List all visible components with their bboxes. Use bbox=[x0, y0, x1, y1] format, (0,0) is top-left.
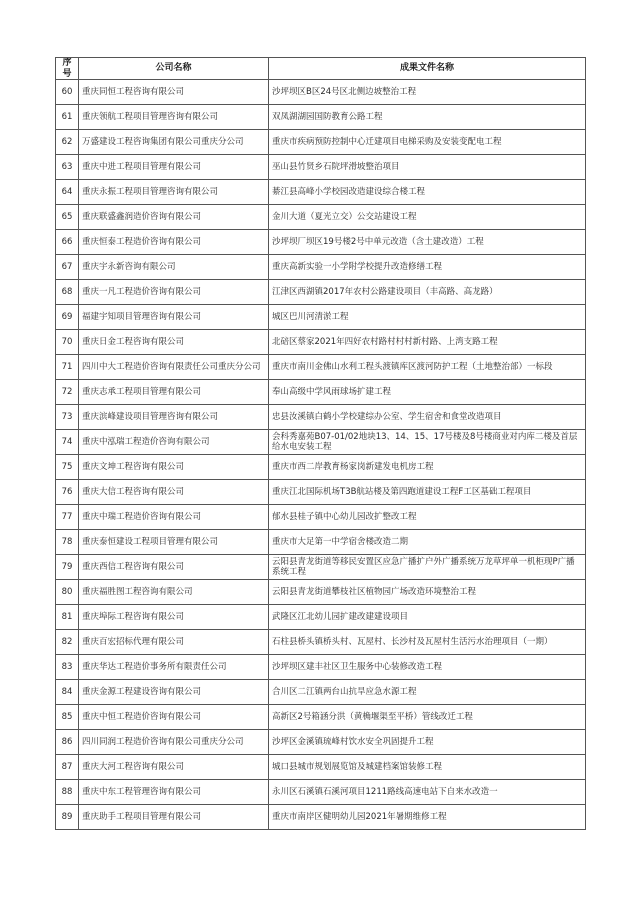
company-name: 重庆文坤工程咨询有限公司 bbox=[79, 455, 269, 480]
table-row bbox=[56, 555, 586, 580]
table-row bbox=[56, 705, 586, 730]
table-row bbox=[56, 205, 586, 230]
row-number: 70 bbox=[56, 330, 79, 355]
table-row bbox=[56, 130, 586, 155]
company-name: 重庆大河工程咨询有限公司 bbox=[79, 755, 269, 780]
table-row bbox=[56, 230, 586, 255]
table-row bbox=[56, 305, 586, 330]
table-row bbox=[56, 755, 586, 780]
deliverable-name: 云阳县青龙街道等移民安置区应急广播扩户外广播系统万龙草坪单一机柜现P广播系统工程 bbox=[269, 555, 586, 580]
row-number: 76 bbox=[56, 480, 79, 505]
table-row bbox=[56, 430, 586, 455]
table-row bbox=[56, 80, 586, 105]
deliverable-name: 忠县汝溪镇白鹤小学校建综办公室、学生宿舍和食堂改造项目 bbox=[269, 405, 586, 430]
company-name: 重庆中瑞工程造价咨询有限公司 bbox=[79, 505, 269, 530]
row-number: 61 bbox=[56, 105, 79, 130]
row-number: 84 bbox=[56, 680, 79, 705]
company-name: 重庆一凡工程造价咨询有限公司 bbox=[79, 280, 269, 305]
table-row bbox=[56, 680, 586, 705]
deliverable-name: 石柱县桥头镇桥头村、瓦屋村、长沙村及瓦屋村生活污水治理项目（一期） bbox=[269, 630, 586, 655]
deliverable-name: 城口县城市规划展览馆及城建档案馆装修工程 bbox=[269, 755, 586, 780]
row-number: 66 bbox=[56, 230, 79, 255]
row-number: 65 bbox=[56, 205, 79, 230]
row-number: 87 bbox=[56, 755, 79, 780]
company-name: 重庆中泓瑞工程造价咨询有限公司 bbox=[79, 430, 269, 455]
row-number: 74 bbox=[56, 430, 79, 455]
company-name: 重庆宇永新咨询有限公司 bbox=[79, 255, 269, 280]
table-row bbox=[56, 480, 586, 505]
deliverable-name: 重庆高新实验一小学附学校提升改造修缮工程 bbox=[269, 255, 586, 280]
row-number: 80 bbox=[56, 580, 79, 605]
deliverable-name: 郁水县桂子镇中心幼儿园改扩整改工程 bbox=[269, 505, 586, 530]
table-row bbox=[56, 330, 586, 355]
company-name: 重庆同恒工程咨询有限公司 bbox=[79, 80, 269, 105]
company-name: 重庆埠际工程咨询有限公司 bbox=[79, 605, 269, 630]
row-number: 72 bbox=[56, 380, 79, 405]
company-name: 重庆日金工程咨询有限公司 bbox=[79, 330, 269, 355]
deliverable-name: 沙坪坝厂坝区19号楼2号中单元改造（含土建改造）工程 bbox=[269, 230, 586, 255]
row-number: 77 bbox=[56, 505, 79, 530]
company-name: 重庆华达工程造价事务所有限责任公司 bbox=[79, 655, 269, 680]
deliverable-name: 沙坪坝区B区24号区北侧边坡整治工程 bbox=[269, 80, 586, 105]
company-name: 重庆联盛鑫润造价咨询有限公司 bbox=[79, 205, 269, 230]
row-number: 60 bbox=[56, 80, 79, 105]
deliverable-name: 武隆区江北幼儿园扩建改建建设项目 bbox=[269, 605, 586, 630]
table-header-row bbox=[56, 58, 586, 80]
row-number: 62 bbox=[56, 130, 79, 155]
table-row bbox=[56, 780, 586, 805]
company-name: 重庆志承工程项目管理有限公司 bbox=[79, 380, 269, 405]
company-name: 重庆福胜图工程咨询有限公司 bbox=[79, 580, 269, 605]
company-name: 重庆领航工程项目管理咨询有限公司 bbox=[79, 105, 269, 130]
company-name: 万盛建设工程咨询集团有限公司重庆分公司 bbox=[79, 130, 269, 155]
deliverable-name: 重庆市大足第一中学宿舍楼改造二期 bbox=[269, 530, 586, 555]
company-name: 重庆大信工程咨询有限公司 bbox=[79, 480, 269, 505]
deliverable-name: 北碚区蔡家2021年四好农村路村村村新村路、上湾支路工程 bbox=[269, 330, 586, 355]
deliverable-name: 奉山高级中学风雨球场扩建工程 bbox=[269, 380, 586, 405]
row-number: 69 bbox=[56, 305, 79, 330]
deliverable-name: 双凤湖湖园国防教育公路工程 bbox=[269, 105, 586, 130]
row-number: 79 bbox=[56, 555, 79, 580]
row-number: 68 bbox=[56, 280, 79, 305]
deliverable-name: 高新区2号箱涵分洪（黄桷堰渠至平桥）管线改迁工程 bbox=[269, 705, 586, 730]
deliverable-name: 永川区石溪镇石溪河项目1211路线高速电站下自来水改造一 bbox=[269, 780, 586, 805]
deliverable-name: 重庆市西二岸教育杨家岗新建发电机房工程 bbox=[269, 455, 586, 480]
company-name: 四川同润工程造价咨询有限公司重庆分公司 bbox=[79, 730, 269, 755]
row-number: 82 bbox=[56, 630, 79, 655]
deliverable-name: 巫山县竹贤乡石院坪滑坡整治项目 bbox=[269, 155, 586, 180]
table-row bbox=[56, 155, 586, 180]
table-row bbox=[56, 405, 586, 430]
results-table bbox=[55, 57, 586, 830]
table-row bbox=[56, 105, 586, 130]
row-number: 85 bbox=[56, 705, 79, 730]
table-row bbox=[56, 630, 586, 655]
row-number: 81 bbox=[56, 605, 79, 630]
table-row bbox=[56, 505, 586, 530]
table-row bbox=[56, 380, 586, 405]
deliverable-name: 重庆市南川金佛山水利工程头渡镇库区渡河防护工程（土地整治部）一标段 bbox=[269, 355, 586, 380]
row-number: 78 bbox=[56, 530, 79, 555]
deliverable-name: 重庆市南岸区健明幼儿园2021年暑期维修工程 bbox=[269, 805, 586, 830]
header-company-name: 公司名称 bbox=[79, 58, 269, 80]
header-serial-number: 序号 bbox=[56, 58, 79, 80]
row-number: 75 bbox=[56, 455, 79, 480]
company-name: 重庆泰恒建设工程项目管理有限公司 bbox=[79, 530, 269, 555]
table-row bbox=[56, 580, 586, 605]
deliverable-name: 綦江县高峰小学校园改造建设综合楼工程 bbox=[269, 180, 586, 205]
row-number: 63 bbox=[56, 155, 79, 180]
deliverable-name: 江津区西湖镇2017年农村公路建设项目（丰高路、高龙路） bbox=[269, 280, 586, 305]
row-number: 88 bbox=[56, 780, 79, 805]
row-number: 73 bbox=[56, 405, 79, 430]
table-row bbox=[56, 280, 586, 305]
company-name: 重庆助手工程项目管理有限公司 bbox=[79, 805, 269, 830]
company-name: 重庆百宏招标代理有限公司 bbox=[79, 630, 269, 655]
row-number: 89 bbox=[56, 805, 79, 830]
deliverable-name: 会科秀嘉苑B07-01/02地块13、14、15、17号楼及8号楼商业对内库二楼及首层给水电安装工程 bbox=[269, 430, 586, 455]
deliverable-name: 重庆市疾病预防控制中心迁建项目电梯采购及安装变配电工程 bbox=[269, 130, 586, 155]
table-row bbox=[56, 805, 586, 830]
company-name: 重庆中东工程管理咨询有限公司 bbox=[79, 780, 269, 805]
row-number: 64 bbox=[56, 180, 79, 205]
deliverable-name: 云阳县青龙街道攀枝社区植物园广场改造环境整治工程 bbox=[269, 580, 586, 605]
table-row bbox=[56, 730, 586, 755]
company-name: 重庆西信工程咨询有限公司 bbox=[79, 555, 269, 580]
company-name: 重庆金源工程建设咨询有限公司 bbox=[79, 680, 269, 705]
deliverable-name: 城区巴川河清淤工程 bbox=[269, 305, 586, 330]
row-number: 86 bbox=[56, 730, 79, 755]
deliverable-name: 合川区二江镇两台山抗旱应急水源工程 bbox=[269, 680, 586, 705]
company-name: 重庆中进工程项目管理有限公司 bbox=[79, 155, 269, 180]
table-row bbox=[56, 655, 586, 680]
company-name: 四川中大工程造价咨询有限责任公司重庆分公司 bbox=[79, 355, 269, 380]
table-row bbox=[56, 530, 586, 555]
header-deliverable-name: 成果文件名称 bbox=[269, 58, 586, 80]
company-name: 重庆滨峰建设项目管理咨询有限公司 bbox=[79, 405, 269, 430]
row-number: 67 bbox=[56, 255, 79, 280]
table-row bbox=[56, 255, 586, 280]
document-page bbox=[55, 57, 585, 830]
table-row bbox=[56, 605, 586, 630]
table-row bbox=[56, 355, 586, 380]
deliverable-name: 沙坪坝区建丰社区卫生服务中心装修改造工程 bbox=[269, 655, 586, 680]
company-name: 重庆中恒工程造价咨询有限公司 bbox=[79, 705, 269, 730]
deliverable-name: 金川大道（夏光立交）公交站建设工程 bbox=[269, 205, 586, 230]
deliverable-name: 沙坪区金溪镇琉峰村饮水安全巩固提升工程 bbox=[269, 730, 586, 755]
table-row bbox=[56, 455, 586, 480]
table-row bbox=[56, 180, 586, 205]
row-number: 83 bbox=[56, 655, 79, 680]
row-number: 71 bbox=[56, 355, 79, 380]
company-name: 重庆永振工程项目管理咨询有限公司 bbox=[79, 180, 269, 205]
company-name: 福建宇知项目管理咨询有限公司 bbox=[79, 305, 269, 330]
company-name: 重庆恒泰工程造价咨询有限公司 bbox=[79, 230, 269, 255]
deliverable-name: 重庆江北国际机场T3B航站楼及第四跑道建设工程F工区基础工程项目 bbox=[269, 480, 586, 505]
